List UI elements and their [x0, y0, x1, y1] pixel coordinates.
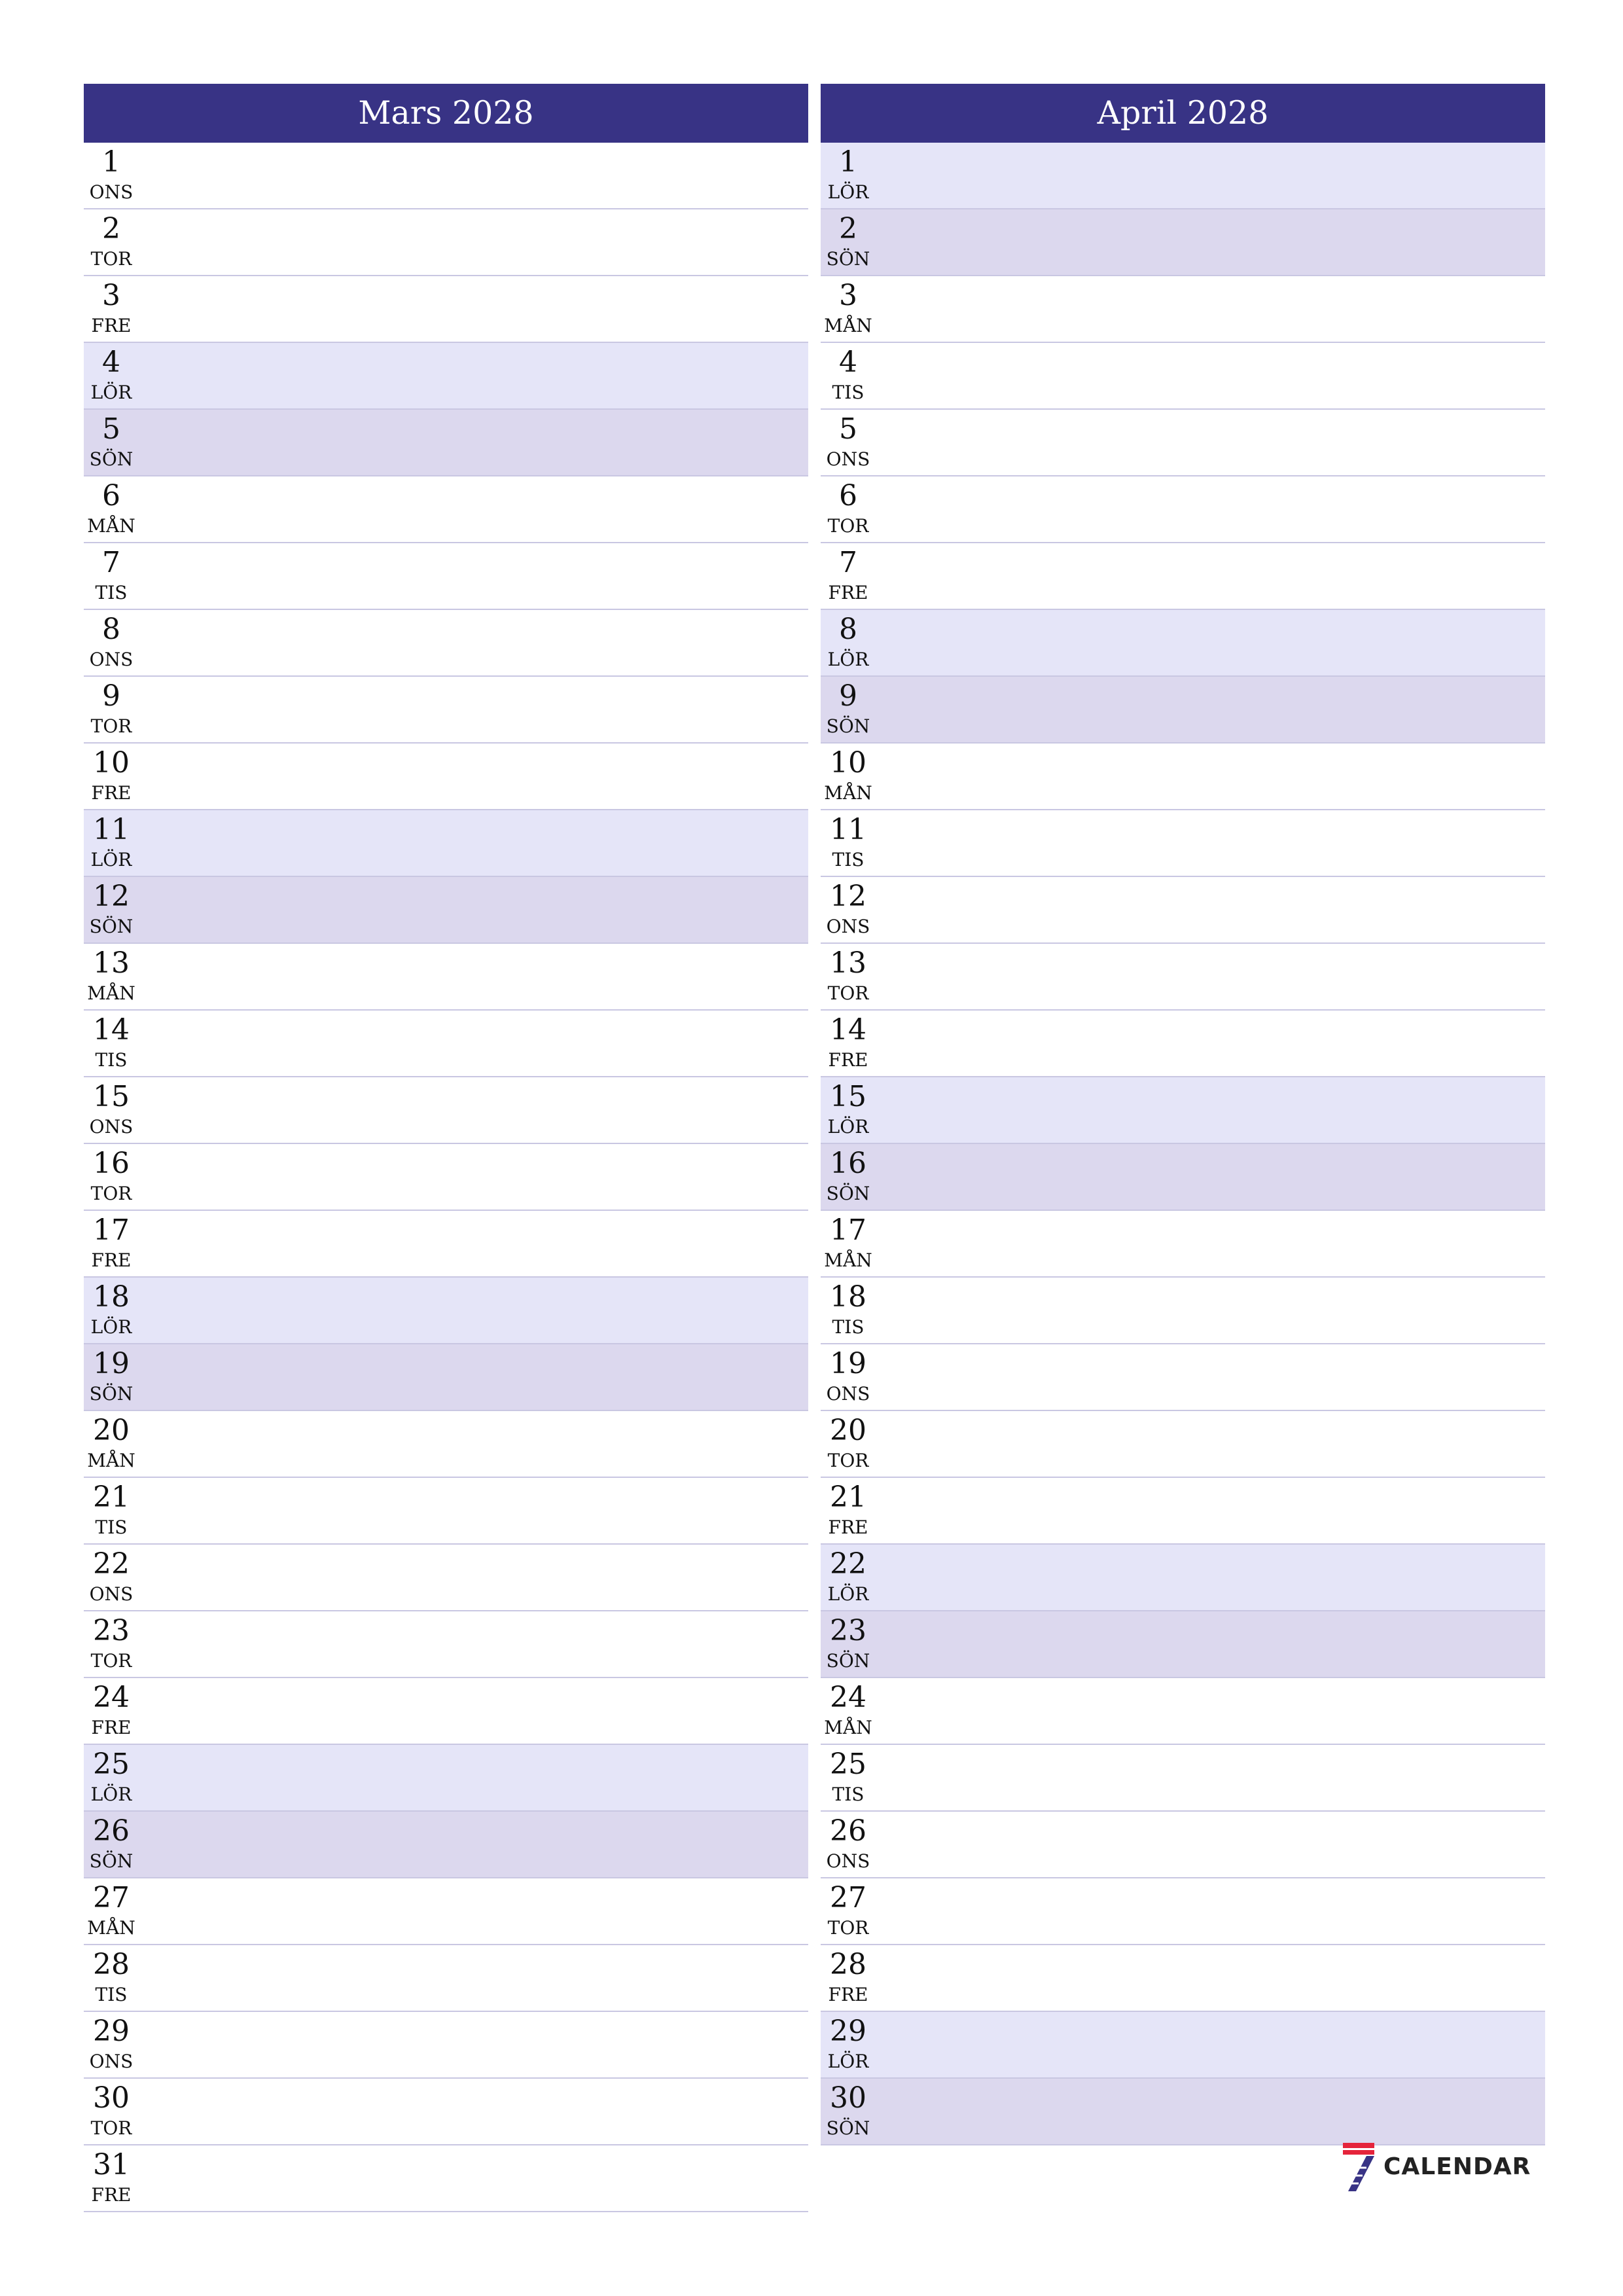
day-weekday: FRE [828, 1049, 868, 1071]
day-weekday: TOR [90, 1183, 132, 1204]
day-weekday: LÖR [90, 382, 132, 403]
day-weekday: MÅN [824, 315, 872, 336]
day-row [821, 1945, 1545, 2012]
day-weekday: FRE [91, 1717, 132, 1738]
day-weekday: MÅN [87, 982, 135, 1004]
day-row [821, 1812, 1545, 1878]
day-row [821, 543, 1545, 610]
day-row [84, 1278, 808, 1344]
day-number: 17 [93, 1213, 130, 1247]
day-number: 17 [830, 1213, 866, 1247]
day-weekday: FRE [828, 582, 868, 603]
day-number: 11 [830, 813, 866, 846]
day-weekday: SÖN [89, 1383, 134, 1405]
day-number: 6 [102, 479, 120, 512]
day-row [821, 2012, 1545, 2079]
day-weekday: MÅN [824, 1249, 872, 1271]
day-weekday: SÖN [89, 916, 134, 937]
day-row [84, 944, 808, 1011]
day-number: 1 [102, 145, 120, 179]
day-number: 16 [830, 1147, 866, 1180]
day-number: 7 [102, 546, 120, 579]
day-number: 23 [93, 1614, 130, 1647]
day-row [84, 2145, 808, 2212]
day-number: 19 [93, 1347, 130, 1380]
day-number: 3 [102, 279, 120, 312]
day-row [84, 1812, 808, 1878]
day-row [821, 410, 1545, 476]
day-weekday: TOR [90, 248, 132, 270]
day-row [821, 810, 1545, 877]
day-row [821, 1678, 1545, 1745]
day-weekday: ONS [826, 1850, 870, 1872]
day-weekday: ONS [89, 1116, 134, 1138]
day-weekday: LÖR [827, 649, 869, 670]
day-number: 16 [93, 1147, 130, 1180]
brand-logo-text: CALENDAR [1383, 2153, 1531, 2180]
day-number: 10 [93, 746, 130, 780]
day-row [821, 877, 1545, 944]
day-number: 30 [830, 2081, 866, 2115]
day-number: 8 [102, 613, 120, 646]
day-weekday: LÖR [827, 1116, 869, 1138]
day-row [84, 1945, 808, 2012]
day-number: 27 [830, 1881, 866, 1914]
day-weekday: SÖN [89, 1850, 134, 1872]
day-weekday: TIS [832, 849, 865, 870]
day-weekday: LÖR [90, 1784, 132, 1805]
day-row [821, 2079, 1545, 2145]
day-number: 2 [839, 212, 857, 245]
day-row [84, 1077, 808, 1144]
day-weekday: TIS [832, 382, 865, 403]
day-row [84, 877, 808, 944]
day-number: 18 [830, 1280, 866, 1314]
day-weekday: TOR [90, 1650, 132, 1672]
day-row [821, 1144, 1545, 1211]
day-row [821, 143, 1545, 209]
day-list [84, 143, 808, 2212]
day-row [84, 143, 808, 209]
day-weekday: SÖN [826, 2117, 870, 2139]
day-number: 13 [93, 946, 130, 980]
day-row [84, 1878, 808, 1945]
day-row [84, 209, 808, 276]
day-row [84, 1678, 808, 1745]
day-number: 24 [93, 1681, 130, 1714]
day-row [84, 744, 808, 810]
day-weekday: ONS [89, 649, 134, 670]
day-number: 14 [830, 1013, 866, 1047]
day-row [84, 2079, 808, 2145]
day-weekday: MÅN [824, 1717, 872, 1738]
day-row [84, 343, 808, 410]
day-number: 28 [830, 1948, 866, 1981]
day-number: 31 [93, 2148, 130, 2181]
day-row [821, 1278, 1545, 1344]
day-row [821, 1545, 1545, 1611]
day-row [84, 1344, 808, 1411]
day-list [821, 143, 1545, 2145]
day-weekday: TOR [90, 2117, 132, 2139]
day-weekday: MÅN [87, 1450, 135, 1471]
day-row [84, 2012, 808, 2079]
day-number: 27 [93, 1881, 130, 1914]
day-number: 13 [830, 946, 866, 980]
day-number: 20 [830, 1414, 866, 1447]
day-row [821, 744, 1545, 810]
day-row [84, 1011, 808, 1077]
day-row [821, 343, 1545, 410]
day-weekday: TIS [95, 1984, 128, 2005]
day-row [821, 1077, 1545, 1144]
day-weekday: SÖN [826, 1183, 870, 1204]
day-number: 15 [830, 1080, 866, 1113]
day-row [84, 610, 808, 677]
day-number: 22 [93, 1547, 130, 1581]
day-weekday: TIS [832, 1784, 865, 1805]
day-number: 24 [830, 1681, 866, 1714]
day-weekday: MÅN [824, 782, 872, 804]
day-number: 7 [839, 546, 857, 579]
day-number: 2 [102, 212, 120, 245]
day-row [821, 1011, 1545, 1077]
day-weekday: TIS [95, 1516, 128, 1538]
day-row [821, 677, 1545, 744]
day-weekday: SÖN [826, 248, 870, 270]
day-number: 26 [93, 1814, 130, 1848]
day-weekday: ONS [826, 1383, 870, 1405]
month-title: Mars 2028 [84, 84, 808, 143]
day-weekday: TIS [832, 1316, 865, 1338]
day-number: 25 [830, 1748, 866, 1781]
day-row [84, 1545, 808, 1611]
day-row [821, 610, 1545, 677]
day-weekday: LÖR [827, 2051, 869, 2072]
day-row [821, 1411, 1545, 1478]
day-number: 30 [93, 2081, 130, 2115]
day-weekday: FRE [91, 782, 132, 804]
day-number: 19 [830, 1347, 866, 1380]
day-number: 18 [93, 1280, 130, 1314]
day-weekday: ONS [89, 181, 134, 203]
day-row [84, 677, 808, 744]
day-row [84, 1211, 808, 1278]
day-number: 21 [93, 1480, 130, 1514]
day-number: 29 [830, 2015, 866, 2048]
day-number: 6 [839, 479, 857, 512]
day-number: 8 [839, 613, 857, 646]
day-row [84, 476, 808, 543]
day-row [821, 944, 1545, 1011]
day-number: 15 [93, 1080, 130, 1113]
day-number: 20 [93, 1414, 130, 1447]
day-number: 21 [830, 1480, 866, 1514]
day-number: 11 [93, 813, 130, 846]
day-weekday: TOR [90, 715, 132, 737]
day-row [821, 1611, 1545, 1678]
month-column-march [84, 84, 808, 2212]
day-weekday: TOR [827, 1917, 869, 1939]
day-weekday: SÖN [826, 1650, 870, 1672]
day-weekday: FRE [91, 2184, 132, 2206]
day-number: 4 [839, 346, 857, 379]
day-number: 5 [102, 412, 120, 446]
day-weekday: FRE [91, 315, 132, 336]
day-number: 25 [93, 1748, 130, 1781]
day-weekday: FRE [828, 1516, 868, 1538]
day-row [84, 1611, 808, 1678]
day-weekday: MÅN [87, 1917, 135, 1939]
day-weekday: TOR [827, 982, 869, 1004]
day-number: 9 [839, 679, 857, 713]
day-weekday: SÖN [826, 715, 870, 737]
day-weekday: MÅN [87, 515, 135, 537]
day-number: 4 [102, 346, 120, 379]
day-row [821, 1478, 1545, 1545]
day-number: 3 [839, 279, 857, 312]
day-weekday: FRE [828, 1984, 868, 2005]
day-number: 26 [830, 1814, 866, 1848]
month-column-april [821, 84, 1545, 2145]
day-row [84, 543, 808, 610]
day-row [821, 1745, 1545, 1812]
day-number: 29 [93, 2015, 130, 2048]
day-weekday: TOR [827, 1450, 869, 1471]
day-number: 14 [93, 1013, 130, 1047]
day-row [821, 276, 1545, 343]
day-weekday: SÖN [89, 448, 134, 470]
day-number: 22 [830, 1547, 866, 1581]
day-weekday: TIS [95, 582, 128, 603]
day-weekday: ONS [826, 916, 870, 937]
day-row [821, 1344, 1545, 1411]
day-number: 9 [102, 679, 120, 713]
day-weekday: LÖR [827, 1583, 869, 1605]
day-row [84, 1478, 808, 1545]
month-title: April 2028 [821, 84, 1545, 143]
day-number: 10 [830, 746, 866, 780]
day-weekday: LÖR [90, 1316, 132, 1338]
day-weekday: TIS [95, 1049, 128, 1071]
day-weekday: ONS [89, 1583, 134, 1605]
day-row [821, 476, 1545, 543]
day-row [84, 410, 808, 476]
day-row [84, 1745, 808, 1812]
brand-logo [1340, 2140, 1531, 2193]
day-row [84, 1144, 808, 1211]
day-weekday: ONS [826, 448, 870, 470]
day-weekday: LÖR [90, 849, 132, 870]
day-row [84, 276, 808, 343]
day-row [84, 810, 808, 877]
day-weekday: LÖR [827, 181, 869, 203]
day-row [821, 209, 1545, 276]
seven-logo-icon [1340, 2140, 1377, 2193]
day-number: 12 [93, 880, 130, 913]
day-weekday: FRE [91, 1249, 132, 1271]
day-number: 5 [839, 412, 857, 446]
day-number: 12 [830, 880, 866, 913]
day-number: 23 [830, 1614, 866, 1647]
day-weekday: TOR [827, 515, 869, 537]
day-row [84, 1411, 808, 1478]
day-number: 1 [839, 145, 857, 179]
day-row [821, 1878, 1545, 1945]
day-number: 28 [93, 1948, 130, 1981]
day-weekday: ONS [89, 2051, 134, 2072]
day-row [821, 1211, 1545, 1278]
